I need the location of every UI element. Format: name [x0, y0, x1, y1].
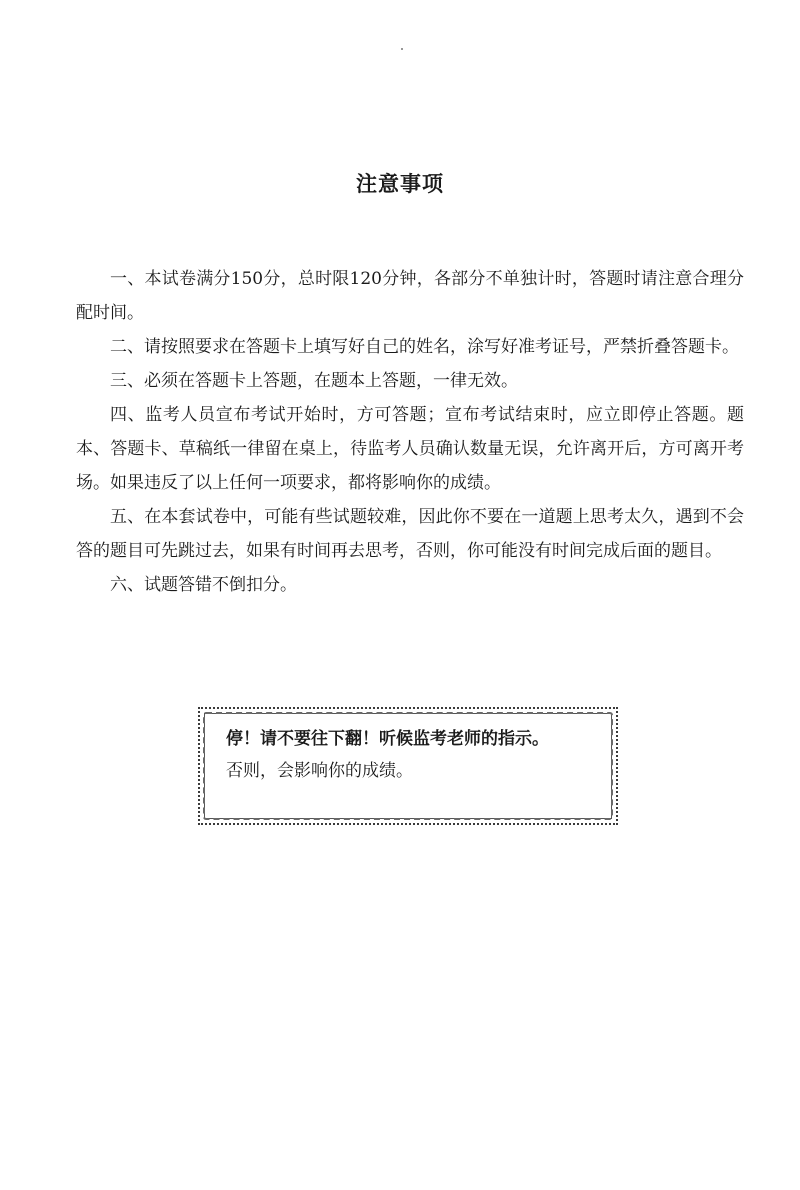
- notice-item-3: 三、必须在答题卡上答题，在题本上答题，一律无效。: [110, 371, 518, 391]
- notice-list: [76, 262, 744, 602]
- scan-speck: [401, 48, 403, 50]
- stop-warning-box: [198, 707, 618, 825]
- notice-item-5: 五、在本套试卷中，可能有些试题较难，因此你不要在一道题上思考太久，遇到不会答的题目可先跳过去，如果有时间再去思考，否则，你可能没有时间完成后面的题目。: [76, 507, 744, 561]
- notice-item-4: 四、监考人员宣布考试开始时，方可答题；宣布考试结束时，应立即停止答题。题本、答题卡、草稿纸一律留在桌上，待监考人员确认数量无误，允许离开后，方可离开考场。如果违反了以上任何一项要求，都将影响你的成绩。: [76, 405, 744, 493]
- stop-warning-consequence: 否则，会影响你的成绩。: [226, 761, 413, 781]
- stop-warning-line: 停！请不要往下翻！听候监考老师的指示。: [226, 729, 549, 749]
- notice-item-1: 一、本试卷满分150分，总时限120分钟，各部分不单独计时，答题时请注意合理分配时间。: [76, 269, 744, 323]
- notice-item-6: 六、试题答错不倒扣分。: [110, 575, 297, 595]
- notice-item-2: 二、请按照要求在答题卡上填写好自己的姓名，涂写好准考证号，严禁折叠答题卡。: [110, 337, 739, 357]
- page-title: 注意事项: [356, 172, 444, 196]
